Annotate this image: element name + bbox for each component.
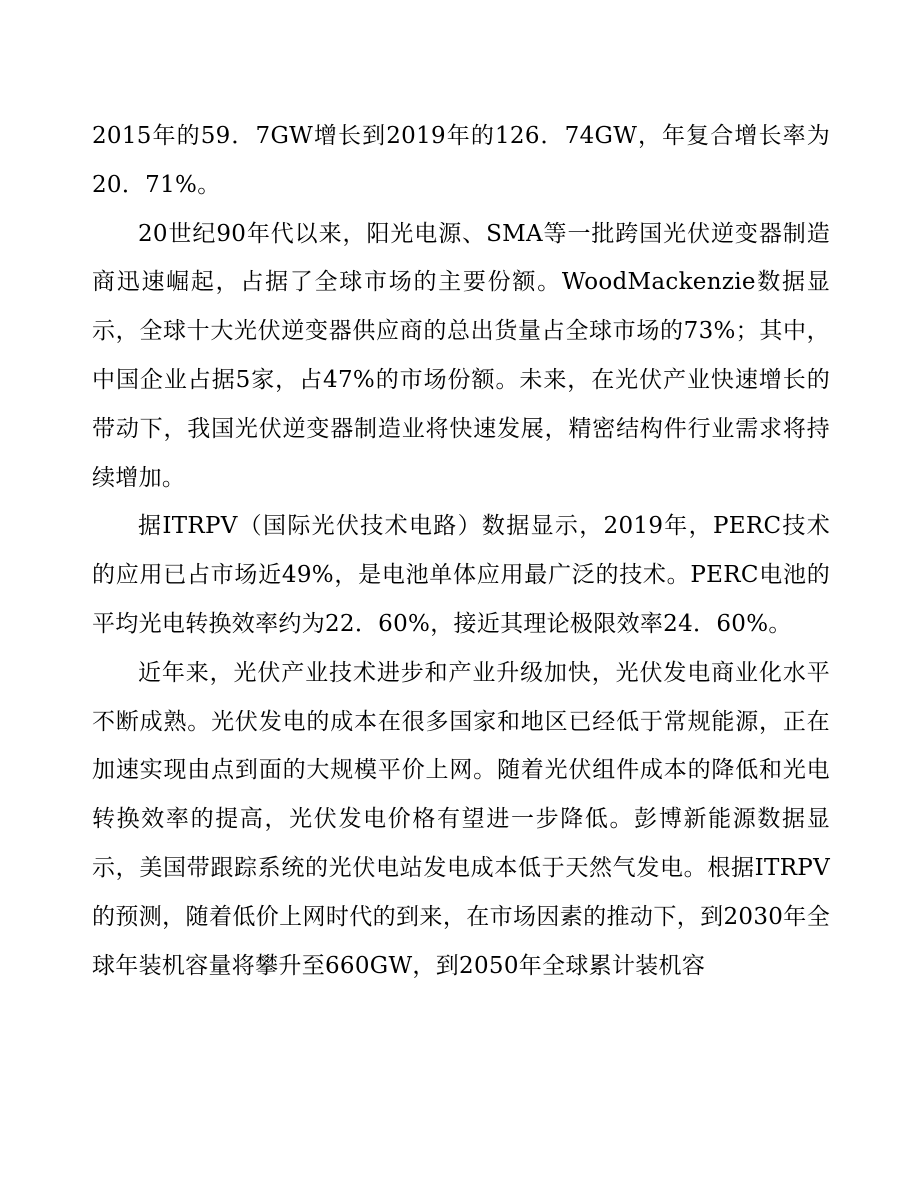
paragraph-pv-cost-outlook: 近年来，光伏产业技术进步和产业升级加快，光伏发电商业化水平不断成熟。光伏发电的成本在很多国家和地区已经低于常规能源，正在加速实现由点到面的大规模平价上网。随着光伏组件成本的降低和光电转换效率的提高，光伏发电价格有望进一步降低。彭博新能源数据显示，美国带跟踪系统的光伏电站发电成本低于天然气发电。根据ITRPV的预测，随着低价上网时代的到来，在市场因素的推动下，到2030年全球年装机容量将攀升至660GW，到2050年全球累计装机容: [92, 659, 830, 979]
body-text: [92, 112, 830, 990]
paragraph-inverter-market: 20世纪90年代以来，阳光电源、SMA等一批跨国光伏逆变器制造商迅速崛起，占据了全球市场的主要份额。WoodMackenzie数据显示，全球十大光伏逆变器供应商的总出货量占全球市场的73%；其中，中国企业占据5家，占47%的市场份额。未来，在光伏产业快速增长的带动下，我国光伏逆变器制造业将快速发展，精密结构件行业需求将持续增加。: [92, 220, 830, 491]
paragraph-growth-continuation: 2015年的59．7GW增长到2019年的126．74GW，年复合增长率为20．71%。: [92, 123, 830, 198]
paragraph-perc-technology: 据ITRPV（国际光伏技术电路）数据显示，2019年，PERC技术的应用已占市场近49%，是电池单体应用最广泛的技术。PERC电池的平均光电转换效率约为22．60%，接近其理论极限效率24．60%。: [92, 513, 830, 637]
